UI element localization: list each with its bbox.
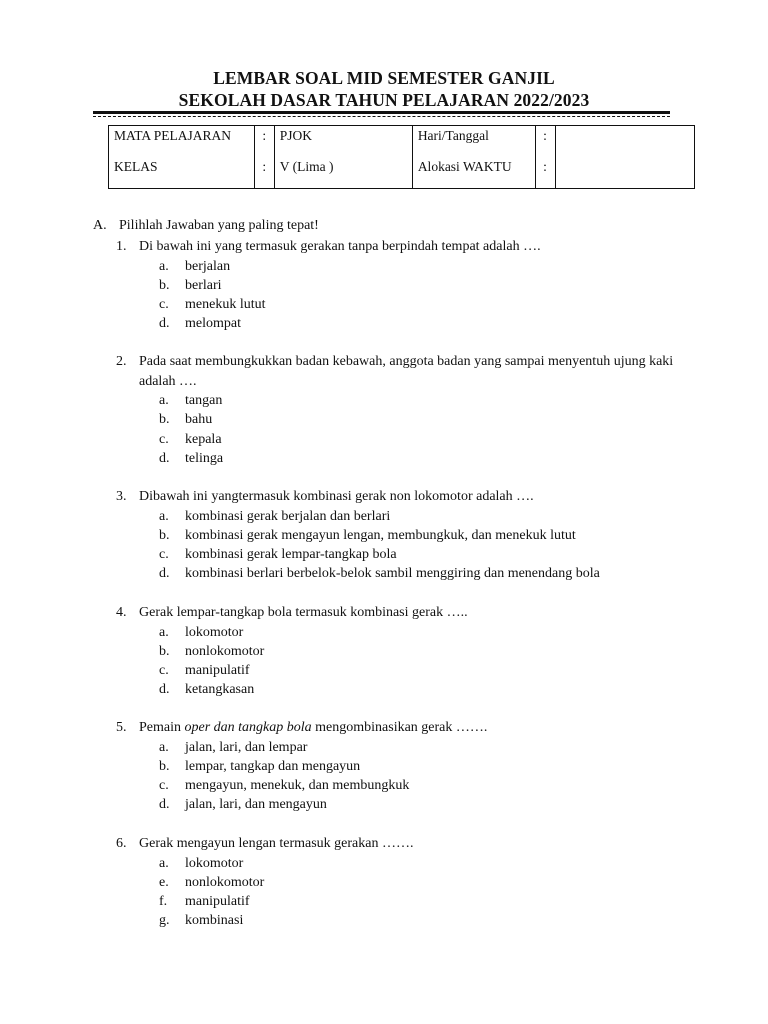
info-table [108,125,695,189]
option [116,276,706,295]
option-letter: a. [159,855,169,871]
colon: : [543,128,547,143]
option-letter: b. [159,277,170,293]
class-value: V (Lima ) [279,159,334,174]
option-letter: c. [159,663,169,679]
option-letter: a. [159,393,169,408]
question-text: Gerak lempar-tangkap bola termasuk kombinasi gerak ….. [139,605,468,620]
question-1 [116,237,706,334]
option-letter: c. [159,778,169,794]
option [116,507,706,526]
option [116,757,706,776]
header-rule-thin [93,116,670,117]
question-text-italic: oper dan tangkap bola [184,720,312,735]
option-letter: b. [159,758,170,774]
option [116,795,706,814]
option [116,410,706,429]
option-text: nonlokomotor [185,643,265,659]
option-text: menekuk lutut [185,297,266,313]
option-letter: d. [159,450,170,466]
info-values [274,126,412,189]
question-number: 1. [116,239,127,254]
question-text: Dibawah ini yangtermasuk kombinasi gerak non lokomotor adalah …. [139,489,534,504]
option-letter: a. [159,508,169,524]
option [116,680,706,699]
option-text: melompat [185,316,241,332]
option [116,661,706,680]
colon: : [262,159,267,174]
info-labels-right [412,126,535,189]
class-label: KELAS [114,159,158,174]
colon: : [543,159,547,174]
question-text-post: mengombinasikan gerak ……. [311,720,488,735]
option [116,738,706,757]
option [116,873,706,892]
option [116,892,706,911]
document-subtitle: SEKOLAH DASAR TAHUN PELAJARAN 2022/2023 [178,90,590,110]
option-text: mengayun, menekuk, dan membungkuk [185,778,410,794]
option-letter: c. [159,297,169,313]
option-list [116,507,706,584]
question-2 [116,352,706,468]
info-blank-values [555,126,694,189]
option-letter: d. [159,566,170,582]
option [116,911,706,930]
option-letter: d. [159,316,170,332]
question-3 [116,487,706,584]
header-rule-thick [93,111,670,114]
option-text: kombinasi gerak lempar-tangkap bola [185,547,397,563]
option-letter: a. [159,624,169,640]
option-text: ketangkasan [185,682,255,698]
question-number: 3. [116,489,127,504]
day-label: Hari/Tanggal [417,128,489,143]
option-letter: e. [159,874,169,890]
option [116,642,706,661]
option-letter: f. [159,894,168,910]
option [116,526,706,545]
option-text: lokomotor [185,624,244,640]
question-text-pre: Pemain [139,720,185,735]
question-text: Gerak mengayun lengan termasuk gerakan ……. [139,836,414,851]
question-number: 4. [116,605,127,620]
subject-value: PJOK [279,128,312,143]
option [116,449,706,468]
option-list [116,738,706,815]
option-text: kombinasi berlari berbelok-belok sambil menggiring dan menendang bola [185,566,600,582]
colon: : [262,128,267,143]
option-text: manipulatif [185,663,250,679]
option-list [116,854,706,931]
option [116,623,706,642]
option-list [116,257,706,334]
time-label: Alokasi WAKTU [417,159,512,174]
option-text: lokomotor [185,855,244,871]
question-text: Di bawah ini yang termasuk gerakan tanpa berpindah tempat adalah …. [139,239,541,254]
question-5 [116,718,706,815]
question-number: 6. [116,836,127,851]
option-text: berlari [185,277,222,293]
section-instruction: Pilihlah Jawaban yang paling tepat! [119,218,319,233]
option-text: kombinasi gerak berjalan dan berlari [185,508,391,524]
question-6 [116,834,706,931]
option-text: tangan [185,393,223,408]
option-text: manipulatif [185,894,250,910]
question-4 [116,603,706,700]
option [116,430,706,449]
option-text: lempar, tangkap dan mengayun [185,758,361,774]
option-text: nonlokomotor [185,874,265,890]
section-label: A. [93,218,107,233]
question-text [139,718,487,738]
option [116,257,706,276]
option-letter: a. [159,258,169,274]
option [116,854,706,873]
question-number: 2. [116,354,127,369]
info-colons-right [535,126,555,189]
option [116,314,706,333]
option-list [116,623,706,700]
subject-label: MATA PELAJARAN [114,128,232,143]
option-letter: d. [159,682,170,698]
question-text: Pada saat membungkukkan badan kebawah, anggota badan yang sampai menyentuh ujung kaki adalah …. [139,354,674,389]
option-text: telinga [185,450,224,466]
option [116,391,706,410]
document-title: LEMBAR SOAL MID SEMESTER GANJIL [213,68,555,88]
option-letter: d. [159,797,170,813]
option-letter: c. [159,547,169,563]
option-letter: g. [159,913,170,929]
option-text: kepala [185,431,222,447]
option [116,295,706,314]
option-text: berjalan [185,258,231,274]
option-text: jalan, lari, dan lempar [185,739,308,755]
option [116,776,706,795]
option-list [116,391,706,468]
option [116,545,706,564]
option-letter: c. [159,431,169,447]
option-letter: b. [159,527,170,543]
option-text: kombinasi gerak mengayun lengan, membungkuk, dan menekuk lutut [185,527,576,543]
option-letter: b. [159,412,170,428]
option-text: kombinasi [185,913,244,929]
info-colons-left [254,126,274,189]
option-text: jalan, lari, dan mengayun [185,797,327,813]
option [116,564,706,583]
option-letter: a. [159,739,169,755]
option-letter: b. [159,643,170,659]
option-text: bahu [185,412,213,428]
info-labels [109,126,255,189]
question-number: 5. [116,720,127,735]
section-heading [93,218,319,234]
